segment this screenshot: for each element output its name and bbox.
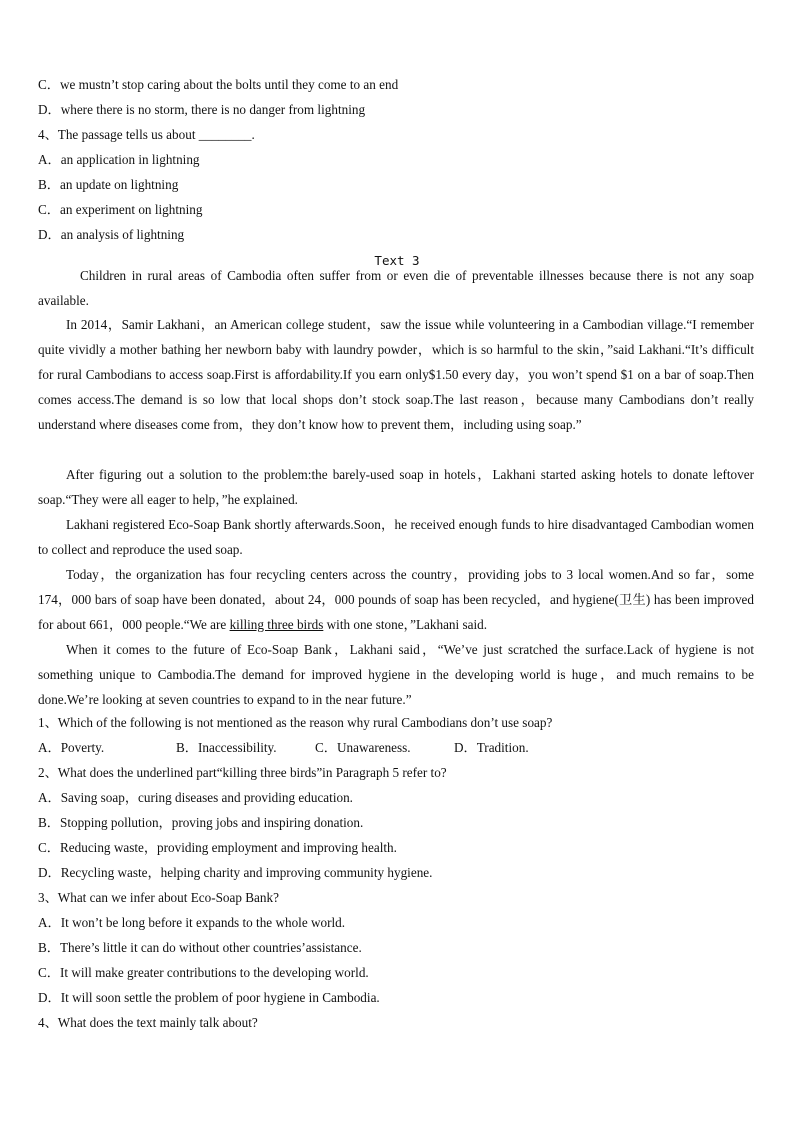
text3-paragraph-1: Children in rural areas of Cambodia often suffer from or even die of preventable illnesses because there is not any soap available. xyxy=(38,268,754,308)
prev-option-d: D．where there is no storm, there is no danger from lightning xyxy=(38,102,366,117)
text3-title: Text 3 xyxy=(374,253,420,268)
q2-option-d: D．Recycling waste，helping charity and improving community hygiene. xyxy=(38,865,433,880)
q1-options xyxy=(38,739,529,757)
q3-option-b: B．There’s little it can do without other countries’assistance. xyxy=(38,940,362,955)
underlined-phrase: killing three birds xyxy=(229,617,324,632)
prev-q4-option-c: C．an experiment on lightning xyxy=(38,202,203,217)
q3-option-c: C．It will make greater contributions to the developing world. xyxy=(38,965,369,980)
q1-stem: 1、Which of the following is not mentioned as the reason why rural Cambodians don’t use soap? xyxy=(38,715,553,730)
p5-text-before: Today，the organization has four recycling centers across the country，providing jobs to 3 local women.And so far，some 174，000 bars of soap have been donated，about 24，000 pounds of soap has been recycled，and hygiene(卫生) has been improved for about 661，000 people.“We are xyxy=(38,567,754,632)
prev-q4-option-a: A．an application in lightning xyxy=(38,152,200,167)
q2-option-a: A．Saving soap，curing diseases and providing education. xyxy=(38,790,353,805)
q4-stem: 4、What does the text mainly talk about? xyxy=(38,1015,258,1030)
text3-paragraph-5 xyxy=(38,562,754,637)
prev-q4-option-d: D．an analysis of lightning xyxy=(38,227,185,242)
q3-stem: 3、What can we infer about Eco-Soap Bank? xyxy=(38,890,279,905)
q2-option-b: B．Stopping pollution，proving jobs and inspiring donation. xyxy=(38,815,364,830)
q3-option-d: D．It will soon settle the problem of poor hygiene in Cambodia. xyxy=(38,990,380,1005)
q1-option-a: A．Poverty. xyxy=(38,740,105,755)
q2-stem: 2、What does the underlined part“killing three birds”in Paragraph 5 refer to? xyxy=(38,765,447,780)
q1-option-d: D．Tradition. xyxy=(454,740,529,755)
q1-option-c: C．Unawareness. xyxy=(315,740,411,755)
prev-q4-option-b: B．an update on lightning xyxy=(38,177,179,192)
text3-paragraph-3: After figuring out a solution to the problem:the barely-used soap in hotels，Lakhani started asking hotels to donate leftover soap.“They were all eager to help，”he explained. xyxy=(38,467,754,507)
p5-text-after: with one stone，”Lakhani said. xyxy=(323,617,488,632)
q2-option-c: C．Reducing waste，providing employment and improving health. xyxy=(38,840,397,855)
text3-paragraph-6: When it comes to the future of Eco-Soap Bank，Lakhani said，“We’ve just scratched the surface.Lack of hygiene is not something unique to Cambodia.The demand for improved hygiene in the developing world is huge，and much remains to be done.We’re looking at seven countries to expand to in the near future.” xyxy=(38,642,754,707)
text3-paragraph-2: In 2014，Samir Lakhani，an American college student，saw the issue while volunteering in a Cambodian village.“I remember quite vividly a mother bathing her newborn baby with laundry powder，which is so harmful to the skin，”said Lakhani.“It’s difficult for rural Cambodians to access soap.First is affordability.If you earn only$1.50 every day，you won’t spend $1 on a bar of soap.Then comes access.The demand is so low that local shops don’t stock soap.The last reason，because many Cambodians don’t really understand where diseases come from，they don’t know how to prevent them，including using soap.” xyxy=(38,317,754,432)
prev-q4-stem: 4、The passage tells us about ________. xyxy=(38,127,255,142)
q3-option-a: A．It won’t be long before it expands to the whole world. xyxy=(38,915,346,930)
q1-option-b: B．Inaccessibility. xyxy=(176,740,277,755)
text3-paragraph-4: Lakhani registered Eco-Soap Bank shortly afterwards.Soon，he received enough funds to hire disadvantaged Cambodian women to collect and reproduce the used soap. xyxy=(38,517,754,557)
prev-option-c: C．we mustn’t stop caring about the bolts until they come to an end xyxy=(38,77,399,92)
